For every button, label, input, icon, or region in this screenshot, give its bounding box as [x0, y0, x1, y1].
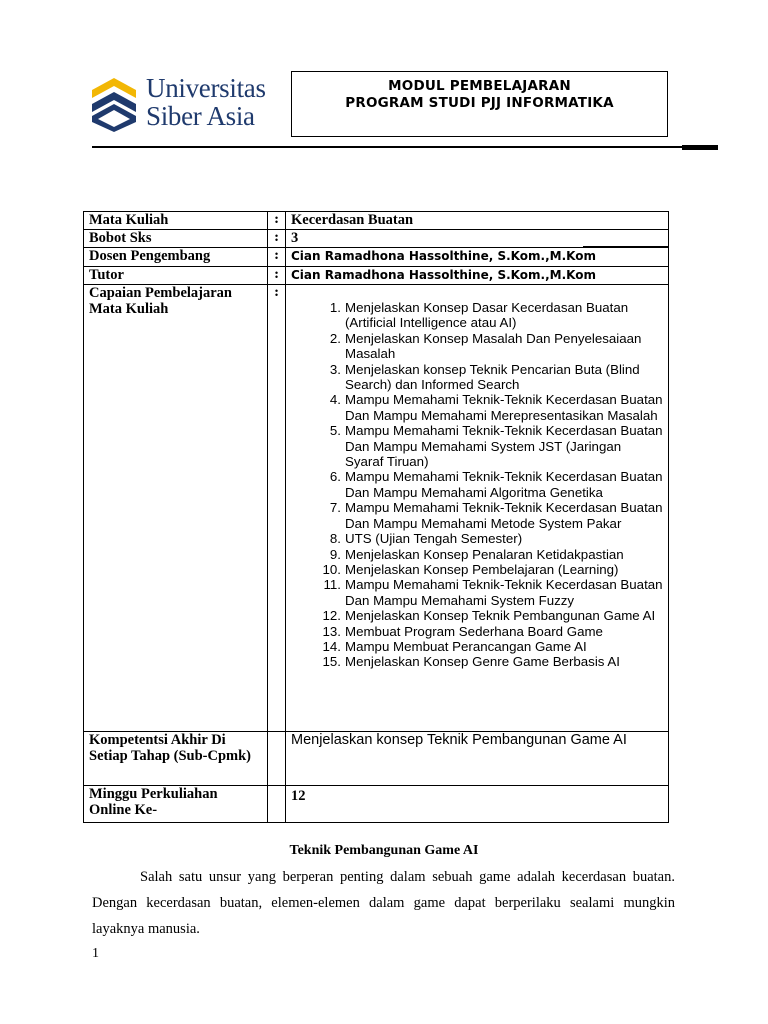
module-title-line-1: MODUL PEMBELAJARAN [388, 78, 571, 94]
colon: : [268, 212, 286, 230]
list-item [317, 500, 663, 531]
university-logo [90, 74, 280, 134]
colon-empty [268, 786, 286, 823]
colon: : [268, 267, 286, 285]
list-item-text: Menjelaskan Konsep Teknik Pembangunan Game AI [345, 608, 656, 624]
list-item-number: 11. [323, 577, 341, 593]
list-item-text: Menjelaskan konsep Teknik Pencarian Buta (Blind Search) dan Informed Search [345, 361, 640, 393]
list-item-number: 6. [329, 469, 341, 485]
list-item-text: Mampu Memahami Teknik-Teknik Kecerdasan Buatan Dan Mampu Memahami Merepresentasikan Masalah [345, 392, 663, 423]
mata-kuliah-label: Mata Kuliah [84, 212, 268, 230]
module-title-line-2: PROGRAM STUDI PJJ INFORMATIKA [345, 95, 614, 111]
list-item-text: Membuat Program Sederhana Board Game [345, 623, 603, 639]
table-row [84, 267, 669, 285]
list-item-number: 8. [329, 531, 341, 547]
dosen-value: Cian Ramadhona Hassolthine, S.Kom.,M.Kom [286, 248, 669, 267]
list-item-text: Mampu Memahami Teknik-Teknik Kecerdasan Buatan Dan Mampu Memahami Algoritma Genetika [345, 469, 663, 500]
table-row [84, 230, 669, 248]
section-title: Teknik Pembangunan Game AI [289, 843, 479, 858]
list-item [317, 577, 663, 608]
bobot-sks-value: 3 [286, 230, 669, 248]
cpmk-value [286, 285, 669, 732]
header-divider [92, 146, 682, 148]
list-item [317, 392, 663, 423]
list-item-text: Menjelaskan Konsep Masalah Dan Penyelesaiaan Masalah [345, 330, 642, 362]
sub-cpmk-label: Kompetentsi Akhir Di Setiap Tahap (Sub-Cpmk) [84, 732, 268, 786]
colon-empty [268, 732, 286, 786]
list-item-text: Mampu Memahami Teknik-Teknik Kecerdasan Buatan Dan Mampu Memahami Metode System Pakar [345, 500, 663, 531]
list-item-number: 14. [322, 638, 341, 654]
page-number: 1 [92, 946, 99, 961]
logo-wordmark [146, 74, 266, 130]
list-item [317, 547, 663, 562]
tutor-value: Cian Ramadhona Hassolthine, S.Kom.,M.Kom [286, 267, 669, 285]
logo-line-2: Siber Asia [146, 101, 255, 131]
module-title-box [291, 71, 668, 137]
list-item [317, 423, 663, 469]
list-item-number: 12. [322, 608, 341, 624]
list-item-text: Menjelaskan Konsep Pembelajaran (Learning) [345, 561, 619, 577]
list-item-text: Menjelaskan Konsep Penalaran Ketidakpastian [345, 546, 624, 562]
list-item-text: Mampu Memahami Teknik-Teknik Kecerdasan Buatan Dan Mampu Memahami System Fuzzy [345, 577, 663, 608]
table-row [84, 285, 669, 732]
list-item [317, 562, 663, 577]
cpmk-label: Capaian Pembelajaran Mata Kuliah [84, 285, 268, 732]
table-row [84, 786, 669, 823]
list-item [317, 300, 663, 331]
bobot-underline [583, 246, 668, 247]
logo-line-1: Universitas [146, 73, 266, 103]
sub-cpmk-value: Menjelaskan konsep Teknik Pembangunan Game AI [286, 732, 669, 786]
list-item-text: Menjelaskan Konsep Dasar Kecerdasan Buatan (Artificial Intelligence atau AI) [345, 300, 629, 331]
colon: : [268, 248, 286, 267]
shield-logo-icon [90, 76, 138, 132]
minggu-value: 12 [286, 786, 669, 823]
list-item [317, 624, 663, 639]
course-info-table [83, 211, 669, 823]
list-item-text: Menjelaskan Konsep Genre Game Berbasis AI [345, 654, 620, 670]
table-row [84, 212, 669, 230]
mata-kuliah-value: Kecerdasan Buatan [286, 212, 669, 230]
list-item-number: 15. [322, 654, 341, 670]
list-item-text: Mampu Memahami Teknik-Teknik Kecerdasan Buatan Dan Mampu Memahami System JST (Jaringan Syaraf Tiruan) [345, 423, 663, 470]
minggu-label: Minggu Perkuliahan Online Ke- [84, 786, 268, 823]
list-item-number: 5. [329, 423, 341, 439]
list-item-number: 1. [329, 300, 341, 315]
cpmk-list [317, 285, 663, 670]
bobot-sks-label: Bobot Sks [84, 230, 268, 248]
list-item-number: 4. [329, 392, 341, 408]
colon: : [268, 285, 286, 732]
list-item-number: 7. [329, 500, 341, 516]
table-row [84, 732, 669, 786]
list-item-number: 13. [322, 623, 341, 639]
list-item-text: Mampu Membuat Perancangan Game AI [345, 638, 587, 654]
table-row [84, 248, 669, 267]
header-divider-accent [682, 145, 718, 150]
tutor-label: Tutor [84, 267, 268, 285]
list-item-text: UTS (Ujian Tengah Semester) [345, 531, 523, 547]
list-item-number: 10. [322, 561, 341, 577]
list-item [317, 531, 663, 546]
list-item [317, 362, 663, 393]
list-item [317, 469, 663, 500]
list-item [317, 608, 663, 623]
colon: : [268, 230, 286, 248]
dosen-label: Dosen Pengembang [84, 248, 268, 267]
list-item [317, 331, 663, 362]
body-paragraph: Salah satu unsur yang berperan penting dalam sebuah game adalah kecerdasan buatan. Dengan kecerdasan buatan, elemen-elemen dalam game dapat berperilaku sealami mungkin layaknya manusia. [92, 869, 675, 937]
list-item-number: 2. [329, 330, 341, 346]
list-item-number: 9. [329, 546, 341, 562]
list-item-number: 3. [329, 361, 341, 377]
list-item [317, 654, 663, 669]
list-item [317, 639, 663, 654]
